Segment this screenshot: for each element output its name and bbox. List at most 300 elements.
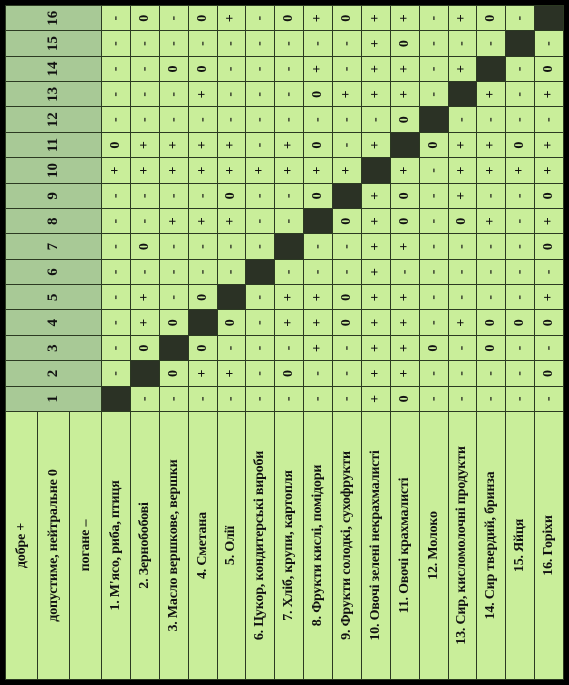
compat-cell: 0 [448,209,477,234]
compat-cell: + [448,310,477,335]
row-label: 15. Яйця [506,412,535,680]
compat-cell: 0 [390,209,419,234]
diagonal-cell [159,335,188,360]
column-number-4: 4 [6,310,102,335]
compat-cell: + [390,158,419,183]
compat-cell: - [217,335,246,360]
compat-cell: + [304,56,333,81]
column-number-12: 12 [6,107,102,132]
compat-cell: - [333,335,362,360]
compat-cell: - [188,183,217,208]
row-label: 8. Фрукти кислі, помідори [304,412,333,680]
compat-cell: - [188,386,217,411]
compat-cell: - [246,209,275,234]
compat-cell: 0 [217,183,246,208]
compat-cell: + [361,285,390,310]
compat-cell: - [130,209,159,234]
row-label: 16. Горіхи [535,412,564,680]
compat-cell: 0 [275,6,304,31]
compat-cell: + [448,6,477,31]
compat-cell: - [448,107,477,132]
compat-cell: - [419,310,448,335]
compat-cell: - [188,259,217,284]
compat-cell: - [217,259,246,284]
legend-bad: погане – [70,412,102,680]
column-number-11: 11 [6,132,102,157]
compat-cell: - [333,56,362,81]
compat-cell: 0 [188,335,217,360]
compat-cell: + [130,132,159,157]
compat-cell: + [361,259,390,284]
compat-cell: - [188,107,217,132]
row-label: 11. Овочі крахмалисті [390,412,419,680]
compat-cell: - [217,82,246,107]
diagonal-cell [304,209,333,234]
table-row [130,6,159,680]
table-row [275,6,304,680]
compat-cell: - [390,259,419,284]
compat-cell: + [390,335,419,360]
compat-cell: - [275,56,304,81]
compat-cell: - [159,31,188,56]
compat-cell: 0 [535,183,564,208]
compat-cell: 0 [535,361,564,386]
column-number-2: 2 [6,361,102,386]
compat-cell: - [130,259,159,284]
column-number-3: 3 [6,335,102,360]
compat-cell: - [419,6,448,31]
compat-cell: 0 [333,285,362,310]
compat-cell: - [419,234,448,259]
compat-cell: + [535,132,564,157]
compat-cell: - [477,234,506,259]
row-label: 6. Цукор, кондитерські вироби [246,412,275,680]
compat-cell: + [304,335,333,360]
compat-cell: - [304,361,333,386]
compat-cell: - [333,132,362,157]
compat-cell: + [361,386,390,411]
compat-cell: 0 [188,56,217,81]
compat-cell: - [217,56,246,81]
compat-cell: - [102,183,131,208]
compat-cell: - [535,107,564,132]
compat-cell: 0 [130,6,159,31]
compat-cell: - [246,183,275,208]
compat-cell: + [448,158,477,183]
compat-cell: - [246,107,275,132]
legend-acceptable: допустиме, нейтральне 0 [38,412,70,680]
compat-cell: + [477,209,506,234]
table-row [419,6,448,680]
compat-cell: - [448,31,477,56]
compat-cell: + [390,361,419,386]
compat-cell: - [159,183,188,208]
compat-cell: - [275,259,304,284]
compat-cell: - [506,56,535,81]
compat-cell: - [477,259,506,284]
compat-cell: - [419,285,448,310]
compat-cell: - [159,386,188,411]
compat-cell: - [535,386,564,411]
compat-cell: + [130,158,159,183]
compat-cell: - [130,56,159,81]
compat-cell: - [275,386,304,411]
compat-cell: + [217,132,246,157]
compat-cell: - [419,259,448,284]
compat-cell: - [159,82,188,107]
compat-cell: - [419,158,448,183]
diagonal-cell [390,132,419,157]
compat-cell: 0 [419,132,448,157]
compat-cell: - [188,31,217,56]
compat-cell: - [361,107,390,132]
diagonal-cell [477,56,506,81]
compat-cell: - [102,31,131,56]
compat-cell: 0 [159,56,188,81]
table-body [102,6,564,680]
compat-cell: + [304,310,333,335]
compat-cell: + [390,310,419,335]
compat-cell: - [506,209,535,234]
column-number-16: 16 [6,6,102,31]
compat-cell: - [333,31,362,56]
row-label: 2. Зернобобові [130,412,159,680]
diagonal-cell [275,234,304,259]
compat-cell: 0 [535,234,564,259]
table-row [246,6,275,680]
compat-cell: - [102,82,131,107]
compat-cell: + [188,132,217,157]
compat-cell: - [506,183,535,208]
compat-cell: + [361,56,390,81]
compat-cell: - [102,259,131,284]
compat-cell: - [159,107,188,132]
column-number-8: 8 [6,209,102,234]
compat-cell: + [506,158,535,183]
compat-cell: 0 [130,335,159,360]
compat-cell: 0 [506,132,535,157]
diagonal-cell [333,183,362,208]
compat-cell: + [448,132,477,157]
compat-cell: - [102,6,131,31]
column-number-9: 9 [6,183,102,208]
compat-cell: + [304,158,333,183]
compat-cell: 0 [535,56,564,81]
compat-cell: 0 [159,310,188,335]
compat-cell: - [102,56,131,81]
compat-cell: + [275,285,304,310]
compat-cell: - [506,335,535,360]
compat-cell: 0 [333,6,362,31]
column-number-13: 13 [6,82,102,107]
compat-cell: - [506,386,535,411]
compat-cell: + [361,6,390,31]
compat-cell: 0 [390,386,419,411]
compat-cell: + [130,285,159,310]
compat-cell: + [535,158,564,183]
table-row [217,6,246,680]
compat-cell: - [506,6,535,31]
compat-cell: + [477,132,506,157]
compat-cell: + [390,285,419,310]
compat-cell: - [448,335,477,360]
compat-cell: - [246,335,275,360]
compat-cell: - [246,234,275,259]
compat-cell: - [246,6,275,31]
table-row [159,6,188,680]
legend-good: добре + [6,412,38,680]
compat-cell: - [102,335,131,360]
column-number-1: 1 [6,386,102,411]
compat-cell: + [361,209,390,234]
compat-cell: - [217,386,246,411]
compat-cell: 0 [477,6,506,31]
compat-cell: - [217,234,246,259]
column-number-14: 14 [6,56,102,81]
diagonal-cell [535,6,564,31]
compat-cell: - [304,31,333,56]
compat-cell: - [477,285,506,310]
diagonal-cell [448,82,477,107]
compat-cell: 0 [390,107,419,132]
diagonal-cell [361,158,390,183]
compat-cell: 0 [188,285,217,310]
row-label: 12. Молоко [419,412,448,680]
compat-cell: + [217,158,246,183]
compat-cell: + [275,158,304,183]
table-row [535,6,564,680]
compat-cell: + [390,6,419,31]
compat-cell: - [477,31,506,56]
compat-cell: + [361,310,390,335]
row-label: 3. Масло вершкове, вершки [159,412,188,680]
compat-cell: - [217,31,246,56]
compat-cell: - [159,285,188,310]
row-label: 9. Фрукти солодкі, сухофрукти [333,412,362,680]
compat-cell: - [333,234,362,259]
compat-cell: + [333,82,362,107]
compat-cell: + [448,183,477,208]
compat-cell: - [275,107,304,132]
compat-cell: 0 [275,361,304,386]
compat-cell: + [159,209,188,234]
compat-cell: - [419,386,448,411]
compat-cell: - [246,56,275,81]
compat-cell: - [477,361,506,386]
compat-cell: 0 [333,310,362,335]
compat-cell: + [535,82,564,107]
compat-cell: - [448,285,477,310]
table-row [477,6,506,680]
compat-cell: - [217,107,246,132]
diagonal-cell [217,285,246,310]
compat-cell: - [130,31,159,56]
table-row [102,6,131,680]
compat-cell: 0 [390,31,419,56]
compat-cell: - [506,361,535,386]
compat-cell: 0 [477,335,506,360]
compat-cell: - [419,82,448,107]
diagonal-cell [506,31,535,56]
compat-cell: - [102,285,131,310]
compat-cell: - [130,183,159,208]
compat-cell: + [333,158,362,183]
row-label: 10. Овочі зелені некрахмалисті [361,412,390,680]
compat-cell: + [304,285,333,310]
compat-cell: - [275,183,304,208]
compat-cell: + [275,310,304,335]
compat-cell: - [304,259,333,284]
compat-cell: 0 [390,183,419,208]
compat-cell: - [130,107,159,132]
column-number-6: 6 [6,259,102,284]
compat-cell: - [246,132,275,157]
compat-cell: 0 [217,310,246,335]
compat-cell: + [217,6,246,31]
diagonal-cell [188,310,217,335]
compat-cell: + [535,209,564,234]
table-row [304,6,333,680]
row-label: 13. Сир, кисломолочні продукти [448,412,477,680]
compat-cell: - [535,259,564,284]
compat-cell: + [217,361,246,386]
row-label: 14. Сир твердий, бринза [477,412,506,680]
compat-cell: - [275,335,304,360]
compat-cell: - [102,234,131,259]
compat-cell: - [419,183,448,208]
compat-cell: 0 [102,132,131,157]
row-label: 5. Олії [217,412,246,680]
compat-cell: 0 [304,132,333,157]
compat-cell: 0 [477,310,506,335]
compat-cell: - [506,285,535,310]
compat-cell: - [159,259,188,284]
compat-cell: - [506,107,535,132]
compat-cell: - [448,234,477,259]
compat-cell: + [361,31,390,56]
compat-cell: - [246,285,275,310]
compat-cell: + [246,158,275,183]
compat-cell: + [361,234,390,259]
compat-cell: - [448,361,477,386]
compat-cell: - [246,31,275,56]
compat-cell: + [188,158,217,183]
compat-cell: + [535,285,564,310]
compat-cell: - [246,386,275,411]
compat-cell: - [535,335,564,360]
compat-cell: - [102,361,131,386]
compat-cell: + [361,183,390,208]
compat-cell: + [188,82,217,107]
compat-cell: - [333,107,362,132]
table-row [506,6,535,680]
compat-cell: - [275,31,304,56]
compat-cell: - [477,386,506,411]
food-compatibility-table [5,5,564,680]
compat-cell: - [304,234,333,259]
compat-cell: + [275,132,304,157]
compat-cell: - [419,31,448,56]
compat-cell: + [159,132,188,157]
compat-cell: + [361,132,390,157]
compat-cell: + [188,361,217,386]
compat-cell: + [361,361,390,386]
compat-cell: - [188,234,217,259]
compat-cell: - [130,82,159,107]
compat-cell: + [390,82,419,107]
column-number-7: 7 [6,234,102,259]
diagonal-cell [246,259,275,284]
compat-cell: - [130,386,159,411]
compat-cell: - [333,361,362,386]
compat-cell: - [246,82,275,107]
compat-cell: + [130,310,159,335]
compat-cell: 0 [419,335,448,360]
compat-cell: - [159,6,188,31]
compat-cell: + [304,6,333,31]
compat-cell: - [159,234,188,259]
column-number-15: 15 [6,31,102,56]
diagonal-cell [419,107,448,132]
compat-cell: - [275,82,304,107]
table-row [333,6,362,680]
table-row [448,6,477,680]
compat-cell: + [448,56,477,81]
column-number-10: 10 [6,158,102,183]
compat-cell: - [333,259,362,284]
compat-cell: - [535,31,564,56]
compat-cell: - [102,310,131,335]
compat-cell: + [390,234,419,259]
compat-cell: 0 [333,209,362,234]
table-row [361,6,390,680]
compat-cell: - [506,259,535,284]
row-label: 4. Сметана [188,412,217,680]
compat-cell: - [506,82,535,107]
compat-cell: - [419,209,448,234]
compat-cell: + [361,335,390,360]
compat-cell: 0 [535,310,564,335]
compat-cell: - [246,361,275,386]
compat-cell: - [419,361,448,386]
compat-cell: - [477,183,506,208]
compat-cell: - [419,56,448,81]
compat-cell: - [102,107,131,132]
row-label: 1. М'ясо, риба, птиця [102,412,131,680]
header-row-good [6,6,38,680]
compat-cell: + [361,82,390,107]
compat-cell: - [333,386,362,411]
compat-cell: - [275,209,304,234]
compat-cell: + [217,209,246,234]
compat-cell: + [390,56,419,81]
compat-cell: 0 [130,234,159,259]
table-frame [5,5,564,680]
compat-cell: - [448,259,477,284]
compat-cell: 0 [188,6,217,31]
compat-cell: 0 [506,310,535,335]
table-row [188,6,217,680]
compat-cell: - [246,310,275,335]
compat-cell: 0 [159,361,188,386]
compat-cell: + [102,158,131,183]
row-label: 7. Хліб, крупи, картопля [275,412,304,680]
compat-cell: + [477,82,506,107]
compat-cell: 0 [304,82,333,107]
compat-cell: - [477,107,506,132]
compat-cell: - [304,386,333,411]
compat-cell: + [159,158,188,183]
